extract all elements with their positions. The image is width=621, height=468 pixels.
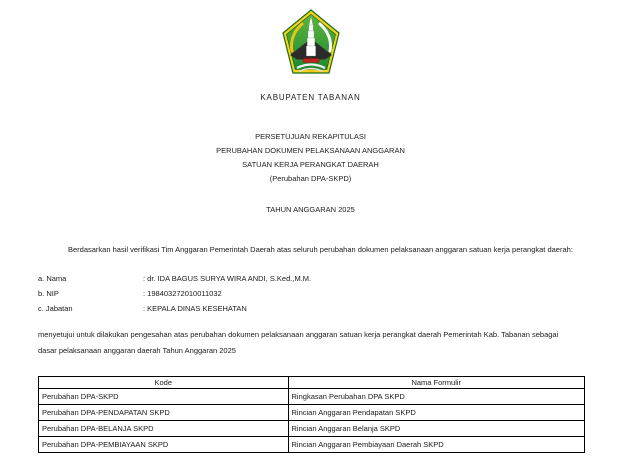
fiscal-year: TAHUN ANGGARAN 2025 bbox=[266, 205, 355, 214]
cell-nama-formulir: Rincian Anggaran Pendapatan SKPD bbox=[288, 405, 584, 421]
field-value-nama: : dr. IDA BAGUS SURYA WIRA ANDI, S.Ked.,M.M. bbox=[143, 274, 312, 283]
field-value-nip: : 198403272010011032 bbox=[143, 289, 222, 298]
title-line-2: PERUBAHAN DOKUMEN PELAKSANAAN ANGGARAN bbox=[216, 146, 405, 155]
table-row bbox=[39, 389, 585, 405]
cell-kode: Perubahan DPA-SKPD bbox=[39, 389, 289, 405]
table-row bbox=[39, 421, 585, 437]
table-row bbox=[39, 437, 585, 453]
cell-nama-formulir: Ringkasan Perubahan DPA SKPD bbox=[288, 389, 584, 405]
cell-nama-formulir: Rincian Anggaran Pembiayaan Daerah SKPD bbox=[288, 437, 584, 453]
table-header-row bbox=[39, 377, 585, 389]
region-name: KABUPATEN TABANAN bbox=[260, 93, 361, 102]
official-fields bbox=[38, 271, 438, 316]
cell-kode: Perubahan DPA-PENDAPATAN SKPD bbox=[39, 405, 289, 421]
forms-table bbox=[38, 376, 585, 453]
column-header-nama-formulir: Nama Formulir bbox=[288, 377, 584, 389]
field-label-nama: a. Nama bbox=[38, 274, 67, 283]
field-label-jabatan: c. Jabatan bbox=[38, 304, 73, 313]
field-value-jabatan: : KEPALA DINAS KESEHATAN bbox=[143, 304, 247, 313]
field-row-jabatan bbox=[38, 301, 438, 316]
title-line-1: PERSETUJUAN REKAPITULASI bbox=[255, 132, 366, 141]
cell-kode: Perubahan DPA-BELANJA SKPD bbox=[39, 421, 289, 437]
table-row bbox=[39, 405, 585, 421]
field-label-nip: b. NIP bbox=[38, 289, 59, 298]
field-row-nama bbox=[38, 271, 438, 286]
field-row-nip bbox=[38, 286, 438, 301]
closing-paragraph: menyetujui untuk dilakukan pengesahan atas perubahan dokumen pelaksanaan anggaran satuan kerja perangkat daerah Pemerintah Kab. Tabanan sebagai dasar pelaksanaan anggaran daerah Tahun Anggaran 2025 bbox=[38, 330, 559, 355]
tabanan-regency-emblem-icon bbox=[282, 9, 340, 75]
column-header-kode: Kode bbox=[39, 377, 289, 389]
cell-kode: Perubahan DPA-PEMBIAYAAN SKPD bbox=[39, 437, 289, 453]
intro-paragraph: Berdasarkan hasil verifikasi Tim Anggaran Pemerintah Daerah atas seluruh perubahan dokumen pelaksanaan anggaran satuan kerja perangkat daerah: bbox=[68, 245, 573, 254]
title-subtitle: (Perubahan DPA-SKPD) bbox=[269, 174, 352, 183]
title-line-3: SATUAN KERJA PERANGKAT DAERAH bbox=[242, 160, 379, 169]
document-title bbox=[0, 130, 621, 186]
cell-nama-formulir: Rincian Anggaran Belanja SKPD bbox=[288, 421, 584, 437]
